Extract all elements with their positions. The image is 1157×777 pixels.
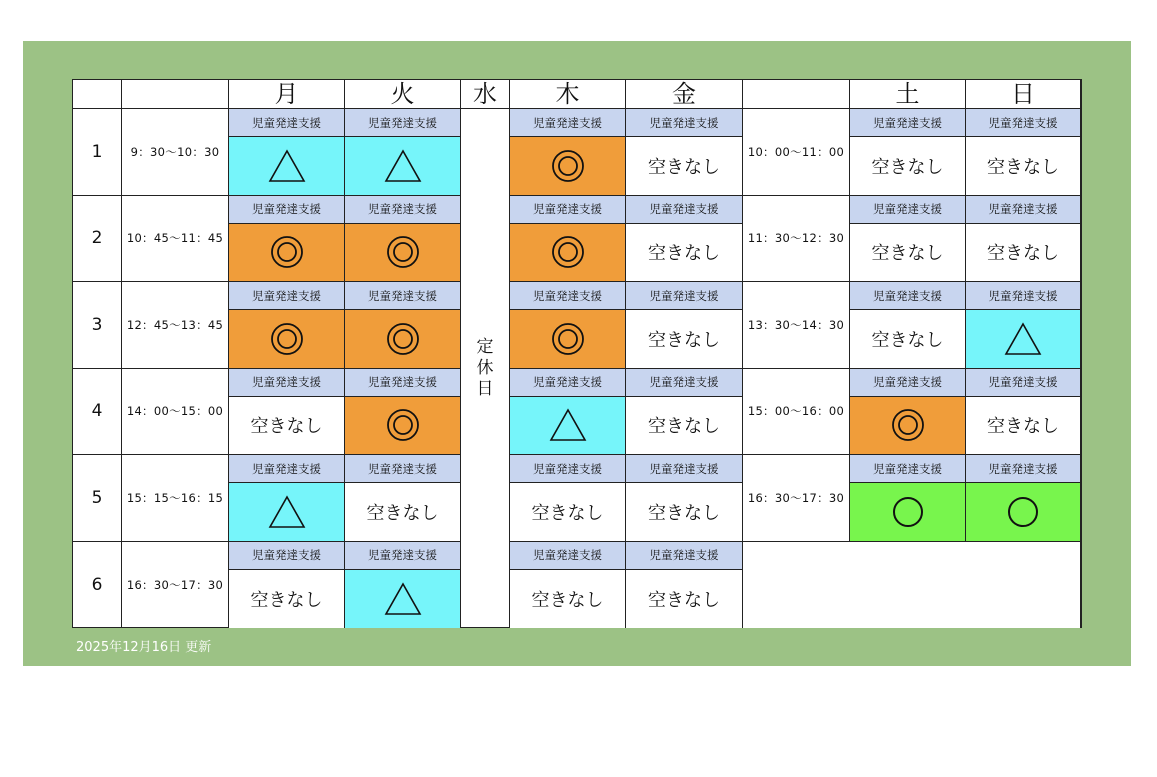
service-tag-text: 児童発達支援 xyxy=(988,288,1058,303)
row-number-text: 4 xyxy=(91,401,103,422)
service-tag-text: 児童発達支援 xyxy=(873,461,942,476)
availability-slot-sat-text: 空きなし xyxy=(871,156,944,178)
service-tag xyxy=(345,109,461,137)
availability-slot-thu[interactable] xyxy=(510,224,626,283)
service-tag xyxy=(510,109,626,137)
availability-slot-mon[interactable] xyxy=(229,137,345,196)
double-circle-icon xyxy=(548,319,588,359)
service-tag-text: 児童発達支援 xyxy=(252,288,321,303)
service-tag-text: 児童発達支援 xyxy=(368,202,437,216)
availability-slot-fri-text: 空きなし xyxy=(648,329,720,351)
day-header-sat xyxy=(850,80,966,109)
availability-slot-thu[interactable] xyxy=(510,137,626,196)
service-tag xyxy=(850,369,966,397)
service-tag-text: 児童発達支援 xyxy=(252,548,321,562)
header-blank-weekend-time xyxy=(743,80,850,109)
day-header-wed-text: 水 xyxy=(473,80,497,108)
service-tag xyxy=(626,455,743,483)
service-tag-text: 児童発達支援 xyxy=(988,375,1058,389)
availability-slot-fri[interactable] xyxy=(626,224,743,283)
weekend-time-slot-text: 16：30〜17：30 xyxy=(747,490,845,505)
availability-slot-thu-text: 空きなし xyxy=(531,502,604,524)
service-tag-text: 児童発達支援 xyxy=(988,115,1058,130)
service-tag xyxy=(229,109,345,137)
availability-slot-sat[interactable] xyxy=(850,137,966,196)
service-tag-text: 児童発達支援 xyxy=(368,288,437,303)
availability-slot-fri-text: 空きなし xyxy=(648,502,720,524)
availability-slot-mon[interactable] xyxy=(229,224,345,283)
availability-slot-mon[interactable] xyxy=(229,310,345,369)
service-tag xyxy=(626,196,743,224)
availability-slot-fri-text: 空きなし xyxy=(648,243,720,265)
double-circle-icon xyxy=(548,146,588,186)
service-tag xyxy=(510,282,626,310)
service-tag xyxy=(850,109,966,137)
weekend-time-slot-text: 13：30〜14：30 xyxy=(747,317,845,332)
availability-slot-fri-text: 空きなし xyxy=(648,589,720,611)
service-tag xyxy=(966,455,1081,483)
day-header-fri-text: 金 xyxy=(672,80,696,108)
row-number xyxy=(73,196,122,283)
service-tag xyxy=(229,369,345,397)
double-circle-icon xyxy=(383,405,423,445)
weekday-time-slot xyxy=(122,109,229,196)
availability-slot-sat[interactable] xyxy=(850,483,966,542)
service-tag-text: 児童発達支援 xyxy=(649,115,719,130)
availability-slot-sat-text: 空きなし xyxy=(871,243,944,265)
service-tag xyxy=(510,369,626,397)
service-tag-text: 児童発達支援 xyxy=(873,288,942,303)
service-tag-text: 児童発達支援 xyxy=(533,288,602,303)
service-tag xyxy=(345,196,461,224)
day-header-mon-text: 月 xyxy=(274,80,299,108)
day-header-sun xyxy=(966,80,1081,109)
triangle-icon xyxy=(1003,319,1043,359)
weekday-time-slot-text: 10：45〜11：45 xyxy=(126,231,224,246)
service-tag xyxy=(345,455,461,483)
service-tag xyxy=(345,282,461,310)
service-tag xyxy=(345,369,461,397)
availability-slot-fri[interactable] xyxy=(626,483,743,542)
service-tag xyxy=(966,282,1081,310)
service-tag-text: 児童発達支援 xyxy=(368,548,437,562)
service-tag xyxy=(626,109,743,137)
row-number-text: 1 xyxy=(91,141,103,162)
service-tag xyxy=(626,542,743,570)
availability-slot-fri[interactable] xyxy=(626,137,743,196)
closed-day-char: 休 xyxy=(476,358,494,378)
empty-weekend-area xyxy=(743,542,1081,629)
service-tag xyxy=(510,455,626,483)
header-blank-num xyxy=(73,80,122,109)
service-tag-text: 児童発達支援 xyxy=(368,461,437,476)
availability-slot-mon-text: 空きなし xyxy=(250,589,323,611)
row-number xyxy=(73,369,122,456)
service-tag-text: 児童発達支援 xyxy=(252,375,321,389)
day-header-wed xyxy=(461,80,510,109)
weekend-time-slot xyxy=(743,455,850,542)
availability-slot-tue[interactable] xyxy=(345,570,461,629)
triangle-icon xyxy=(548,405,588,445)
availability-slot-sun-text: 空きなし xyxy=(987,243,1059,265)
closed-day-char: 日 xyxy=(476,379,494,399)
availability-slot-thu-text: 空きなし xyxy=(531,589,604,611)
availability-slot-fri-text: 空きなし xyxy=(648,416,720,438)
availability-slot-thu[interactable] xyxy=(510,483,626,542)
weekday-time-slot xyxy=(122,282,229,369)
service-tag-text: 児童発達支援 xyxy=(649,202,719,216)
day-header-mon xyxy=(229,80,345,109)
triangle-icon xyxy=(267,146,307,186)
weekday-time-slot-text: 16：30〜17：30 xyxy=(126,577,224,592)
weekday-time-slot xyxy=(122,369,229,456)
circle-icon xyxy=(888,492,928,532)
weekday-time-slot xyxy=(122,196,229,283)
service-tag xyxy=(966,369,1081,397)
availability-slot-tue[interactable] xyxy=(345,397,461,456)
day-header-sun-text: 日 xyxy=(1011,80,1035,108)
service-tag xyxy=(626,369,743,397)
availability-slot-sun-text: 空きなし xyxy=(987,416,1059,438)
service-tag-text: 児童発達支援 xyxy=(252,115,321,130)
availability-slot-thu[interactable] xyxy=(510,570,626,629)
service-tag-text: 児童発達支援 xyxy=(988,202,1058,216)
availability-slot-mon[interactable] xyxy=(229,483,345,542)
weekend-time-slot xyxy=(743,109,850,196)
availability-slot-tue[interactable] xyxy=(345,224,461,283)
service-tag-text: 児童発達支援 xyxy=(649,548,719,562)
availability-slot-mon-text: 空きなし xyxy=(250,416,323,438)
service-tag-text: 児童発達支援 xyxy=(252,461,321,476)
availability-slot-sat[interactable] xyxy=(850,310,966,369)
service-tag-text: 児童発達支援 xyxy=(533,202,602,216)
row-number-text: 2 xyxy=(91,228,103,249)
row-number xyxy=(73,542,122,629)
service-tag-text: 児童発達支援 xyxy=(873,375,942,389)
row-number xyxy=(73,282,122,369)
weekend-time-slot-text: 11：30〜12：30 xyxy=(747,231,845,246)
day-header-tue xyxy=(345,80,461,109)
availability-slot-thu[interactable] xyxy=(510,397,626,456)
row-number-text: 3 xyxy=(91,314,103,335)
availability-slot-fri-text: 空きなし xyxy=(648,156,720,178)
weekend-time-slot-text: 15：00〜16：00 xyxy=(747,404,845,419)
closed-day-char: 定 xyxy=(476,337,494,357)
weekend-time-slot xyxy=(743,369,850,456)
row-number-text: 6 xyxy=(91,574,103,595)
service-tag xyxy=(510,542,626,570)
availability-slot-sun[interactable] xyxy=(966,224,1081,283)
availability-slot-tue[interactable] xyxy=(345,483,461,542)
availability-slot-sun[interactable] xyxy=(966,397,1081,456)
day-header-thu xyxy=(510,80,626,109)
weekday-time-slot-text: 9：30〜10：30 xyxy=(130,144,220,159)
service-tag-text: 児童発達支援 xyxy=(368,115,437,130)
service-tag xyxy=(510,196,626,224)
weekday-time-slot-text: 14：00〜15：00 xyxy=(126,404,224,419)
service-tag-text: 児童発達支援 xyxy=(649,288,719,303)
weekday-time-slot xyxy=(122,455,229,542)
double-circle-icon xyxy=(267,319,307,359)
availability-slot-sun[interactable] xyxy=(966,310,1081,369)
availability-table xyxy=(72,79,1082,628)
availability-slot-sat[interactable] xyxy=(850,397,966,456)
service-tag xyxy=(966,196,1081,224)
service-tag xyxy=(345,542,461,570)
triangle-icon xyxy=(383,146,423,186)
availability-slot-mon[interactable] xyxy=(229,397,345,456)
double-circle-icon xyxy=(548,232,588,272)
availability-slot-sun-text: 空きなし xyxy=(987,156,1059,178)
row-number xyxy=(73,109,122,196)
row-number-text: 5 xyxy=(91,487,103,508)
service-tag-text: 児童発達支援 xyxy=(533,375,602,389)
service-tag-text: 児童発達支援 xyxy=(649,461,719,476)
availability-slot-sun[interactable] xyxy=(966,483,1081,542)
availability-slot-fri[interactable] xyxy=(626,397,743,456)
availability-slot-fri[interactable] xyxy=(626,570,743,629)
service-tag-text: 児童発達支援 xyxy=(873,115,942,130)
weekday-time-slot xyxy=(122,542,229,629)
service-tag-text: 児童発達支援 xyxy=(873,202,942,216)
service-tag xyxy=(850,455,966,483)
double-circle-icon xyxy=(267,232,307,272)
day-header-tue-text: 火 xyxy=(390,80,415,108)
header-blank-time xyxy=(122,80,229,109)
service-tag-text: 児童発達支援 xyxy=(533,461,602,476)
weekend-time-slot-text: 10：00〜11：00 xyxy=(747,144,845,159)
triangle-icon xyxy=(267,492,307,532)
weekday-time-slot-text: 15：15〜16：15 xyxy=(126,490,224,505)
service-tag xyxy=(229,455,345,483)
availability-slot-sat[interactable] xyxy=(850,224,966,283)
day-header-fri xyxy=(626,80,743,109)
service-tag xyxy=(850,282,966,310)
service-tag xyxy=(229,196,345,224)
weekend-time-slot xyxy=(743,282,850,369)
service-tag-text: 児童発達支援 xyxy=(533,115,602,130)
service-tag-text: 児童発達支援 xyxy=(533,548,602,562)
service-tag-text: 児童発達支援 xyxy=(368,375,437,389)
row-number xyxy=(73,455,122,542)
availability-slot-thu[interactable] xyxy=(510,310,626,369)
availability-slot-fri[interactable] xyxy=(626,310,743,369)
service-tag xyxy=(626,282,743,310)
availability-slot-sat-text: 空きなし xyxy=(871,329,944,351)
availability-slot-tue-text: 空きなし xyxy=(366,502,439,524)
day-header-thu-text: 木 xyxy=(555,80,580,108)
double-circle-icon xyxy=(383,319,423,359)
availability-slot-mon[interactable] xyxy=(229,570,345,629)
service-tag xyxy=(966,109,1081,137)
circle-icon xyxy=(1003,492,1043,532)
triangle-icon xyxy=(383,579,423,619)
availability-slot-sun[interactable] xyxy=(966,137,1081,196)
updated-date: 2025年12月16日 更新 xyxy=(76,640,212,655)
double-circle-icon xyxy=(383,232,423,272)
weekend-time-slot xyxy=(743,196,850,283)
service-tag-text: 児童発達支援 xyxy=(252,202,321,216)
service-tag-text: 児童発達支援 xyxy=(988,461,1058,476)
double-circle-icon xyxy=(888,405,928,445)
availability-slot-tue[interactable] xyxy=(345,310,461,369)
day-header-sat-text: 土 xyxy=(895,80,920,108)
service-tag xyxy=(850,196,966,224)
service-tag-text: 児童発達支援 xyxy=(649,375,719,389)
availability-slot-tue[interactable] xyxy=(345,137,461,196)
service-tag xyxy=(229,542,345,570)
closed-day-column xyxy=(461,109,510,628)
weekday-time-slot-text: 12：45〜13：45 xyxy=(126,317,224,332)
service-tag xyxy=(229,282,345,310)
